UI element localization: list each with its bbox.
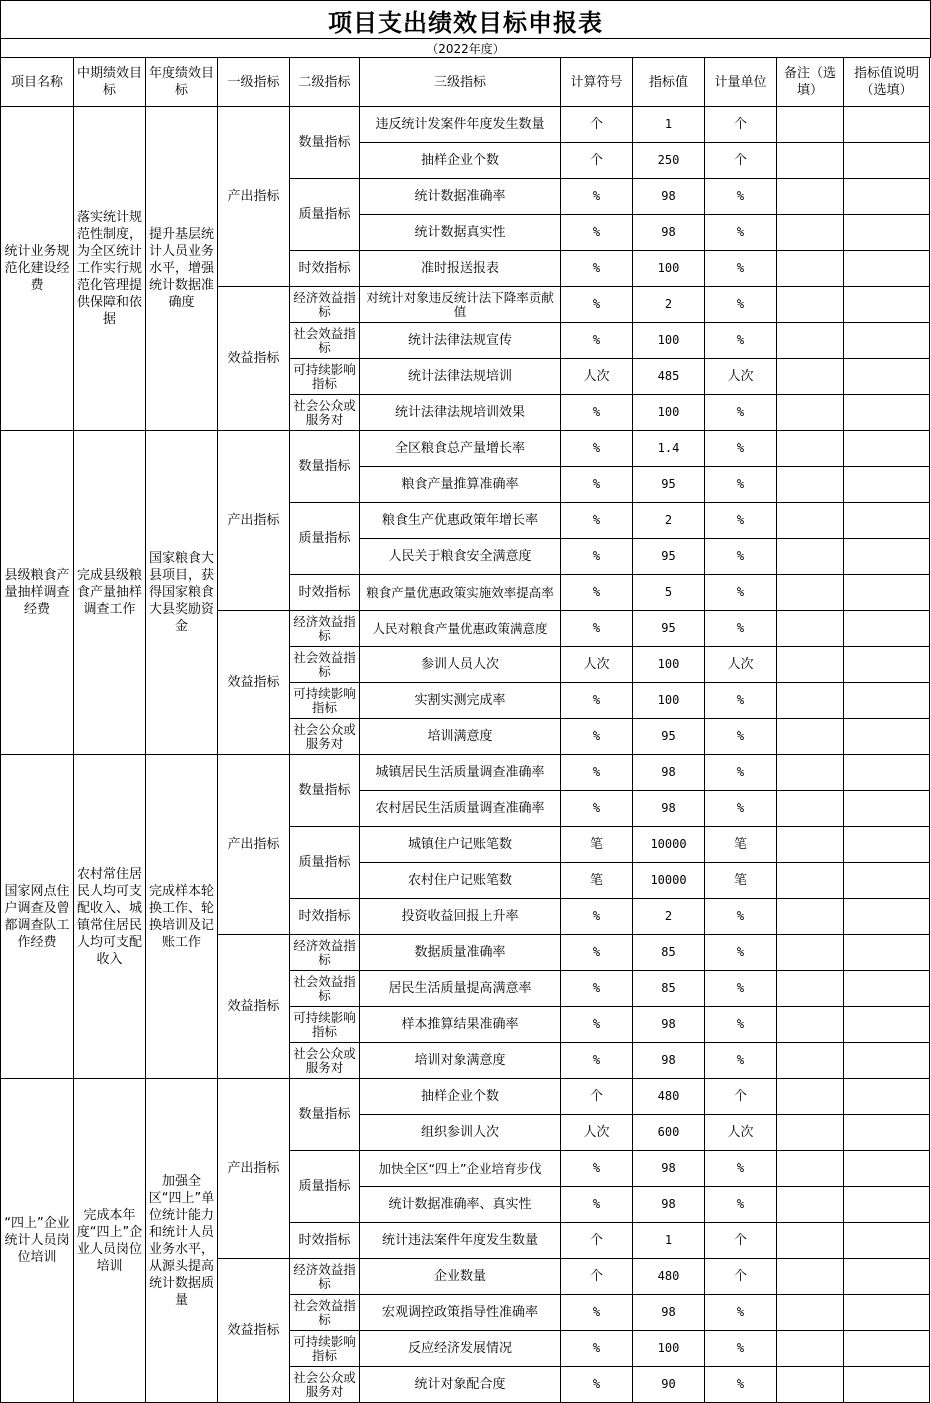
target-value-cell: 98 bbox=[633, 1187, 705, 1223]
level3-cell: 统计数据真实性 bbox=[360, 215, 561, 251]
target-value-cell: 98 bbox=[633, 179, 705, 215]
level3-cell: 培训对象满意度 bbox=[360, 1043, 561, 1079]
level2-cell: 数量指标 bbox=[290, 1079, 360, 1151]
table-row bbox=[1, 755, 930, 791]
explanation-cell bbox=[844, 503, 930, 539]
level1-cell: 效益指标 bbox=[218, 287, 290, 431]
level2-cell: 质量指标 bbox=[290, 827, 360, 899]
level2-cell: 质量指标 bbox=[290, 503, 360, 575]
unit-cell: % bbox=[705, 683, 777, 719]
remark-cell bbox=[777, 1331, 844, 1367]
calc-symbol-cell: % bbox=[561, 1007, 633, 1043]
calc-symbol-cell: % bbox=[561, 1151, 633, 1187]
remark-cell bbox=[777, 1259, 844, 1295]
header-explanation: 指标值说明（选填） bbox=[844, 58, 930, 107]
level3-cell: 抽样企业个数 bbox=[360, 1079, 561, 1115]
table-row bbox=[1, 1079, 930, 1115]
level3-cell: 对统计对象违反统计法下降率贡献值 bbox=[360, 287, 561, 323]
calc-symbol-cell: % bbox=[561, 395, 633, 431]
unit-cell: % bbox=[705, 611, 777, 647]
target-value-cell: 600 bbox=[633, 1115, 705, 1151]
target-value-cell: 95 bbox=[633, 539, 705, 575]
unit-cell: % bbox=[705, 287, 777, 323]
target-value-cell: 85 bbox=[633, 935, 705, 971]
calc-symbol-cell: % bbox=[561, 1187, 633, 1223]
calc-symbol-cell: % bbox=[561, 899, 633, 935]
form-title: 项目支出绩效目标申报表 bbox=[0, 0, 931, 39]
calc-symbol-cell: % bbox=[561, 575, 633, 611]
level2-cell: 可持续影响指标 bbox=[290, 1007, 360, 1043]
calc-symbol-cell: 个 bbox=[561, 1079, 633, 1115]
level2-cell: 时效指标 bbox=[290, 251, 360, 287]
explanation-cell bbox=[844, 1115, 930, 1151]
explanation-cell bbox=[844, 1079, 930, 1115]
target-value-cell: 100 bbox=[633, 251, 705, 287]
explanation-cell bbox=[844, 827, 930, 863]
target-value-cell: 90 bbox=[633, 1367, 705, 1403]
mid-goal-cell: 完成本年度“四上”企业人员岗位培训 bbox=[74, 1079, 146, 1403]
remark-cell bbox=[777, 1367, 844, 1403]
calc-symbol-cell: 个 bbox=[561, 143, 633, 179]
header-annual-goal: 年度绩效目标 bbox=[146, 58, 218, 107]
remark-cell bbox=[777, 1223, 844, 1259]
explanation-cell bbox=[844, 179, 930, 215]
calc-symbol-cell: % bbox=[561, 539, 633, 575]
explanation-cell bbox=[844, 719, 930, 755]
remark-cell bbox=[777, 503, 844, 539]
target-value-cell: 98 bbox=[633, 1007, 705, 1043]
calc-symbol-cell: % bbox=[561, 611, 633, 647]
level2-cell: 时效指标 bbox=[290, 575, 360, 611]
level3-cell: 统计法律法规宣传 bbox=[360, 323, 561, 359]
target-value-cell: 1 bbox=[633, 107, 705, 143]
remark-cell bbox=[777, 179, 844, 215]
explanation-cell bbox=[844, 575, 930, 611]
mid-goal-cell: 农村常住居民人均可支配收入、城镇常住居民人均可支配收入 bbox=[74, 755, 146, 1079]
mid-goal-cell: 完成县级粮食产量抽样调查工作 bbox=[74, 431, 146, 755]
unit-cell: 个 bbox=[705, 1223, 777, 1259]
table-row bbox=[1, 107, 930, 143]
target-value-cell: 1 bbox=[633, 1223, 705, 1259]
calc-symbol-cell: % bbox=[561, 719, 633, 755]
header-level3: 三级指标 bbox=[360, 58, 561, 107]
mid-goal-cell: 落实统计规范性制度，为全区统计工作实行规范化管理提供保障和依据 bbox=[74, 107, 146, 431]
calc-symbol-cell: % bbox=[561, 503, 633, 539]
explanation-cell bbox=[844, 143, 930, 179]
remark-cell bbox=[777, 611, 844, 647]
level3-cell: 参训人员人次 bbox=[360, 647, 561, 683]
header-project-name: 项目名称 bbox=[1, 58, 74, 107]
unit-cell: % bbox=[705, 467, 777, 503]
level3-cell: 抽样企业个数 bbox=[360, 143, 561, 179]
level3-cell: 统计法律法规培训效果 bbox=[360, 395, 561, 431]
remark-cell bbox=[777, 1079, 844, 1115]
header-target-value: 指标值 bbox=[633, 58, 705, 107]
level3-cell: 样本推算结果准确率 bbox=[360, 1007, 561, 1043]
unit-cell: % bbox=[705, 755, 777, 791]
target-value-cell: 98 bbox=[633, 755, 705, 791]
level1-cell: 效益指标 bbox=[218, 935, 290, 1079]
level2-cell: 经济效益指标 bbox=[290, 935, 360, 971]
explanation-cell bbox=[844, 395, 930, 431]
remark-cell bbox=[777, 791, 844, 827]
unit-cell: % bbox=[705, 323, 777, 359]
target-value-cell: 100 bbox=[633, 323, 705, 359]
remark-cell bbox=[777, 1007, 844, 1043]
remark-cell bbox=[777, 863, 844, 899]
explanation-cell bbox=[844, 1223, 930, 1259]
level3-cell: 投资收益回报上升率 bbox=[360, 899, 561, 935]
target-value-cell: 10000 bbox=[633, 863, 705, 899]
header-remark: 备注（选填） bbox=[777, 58, 844, 107]
unit-cell: % bbox=[705, 395, 777, 431]
calc-symbol-cell: % bbox=[561, 1043, 633, 1079]
unit-cell: % bbox=[705, 431, 777, 467]
header-level1: 一级指标 bbox=[218, 58, 290, 107]
explanation-cell bbox=[844, 287, 930, 323]
explanation-cell bbox=[844, 899, 930, 935]
target-value-cell: 100 bbox=[633, 1331, 705, 1367]
unit-cell: % bbox=[705, 935, 777, 971]
remark-cell bbox=[777, 107, 844, 143]
remark-cell bbox=[777, 647, 844, 683]
unit-cell: 个 bbox=[705, 1259, 777, 1295]
level3-cell: 准时报送报表 bbox=[360, 251, 561, 287]
calc-symbol-cell: 个 bbox=[561, 1259, 633, 1295]
table-row bbox=[1, 431, 930, 467]
remark-cell bbox=[777, 287, 844, 323]
calc-symbol-cell: % bbox=[561, 755, 633, 791]
level2-cell: 可持续影响指标 bbox=[290, 1331, 360, 1367]
explanation-cell bbox=[844, 791, 930, 827]
header-calc-symbol: 计算符号 bbox=[561, 58, 633, 107]
level3-cell: 数据质量准确率 bbox=[360, 935, 561, 971]
level3-cell: 人民对粮食产量优惠政策满意度 bbox=[360, 611, 561, 647]
target-value-cell: 250 bbox=[633, 143, 705, 179]
level1-cell: 产出指标 bbox=[218, 1079, 290, 1259]
target-value-cell: 100 bbox=[633, 683, 705, 719]
unit-cell: % bbox=[705, 791, 777, 827]
remark-cell bbox=[777, 683, 844, 719]
target-value-cell: 98 bbox=[633, 1295, 705, 1331]
remark-cell bbox=[777, 971, 844, 1007]
remark-cell bbox=[777, 431, 844, 467]
calc-symbol-cell: % bbox=[561, 467, 633, 503]
unit-cell: 个 bbox=[705, 1079, 777, 1115]
header-row bbox=[1, 58, 930, 107]
level3-cell: 违反统计发案件年度发生数量 bbox=[360, 107, 561, 143]
annual-goal-cell: 完成样本轮换工作、轮换培训及记账工作 bbox=[146, 755, 218, 1079]
explanation-cell bbox=[844, 1007, 930, 1043]
target-value-cell: 480 bbox=[633, 1079, 705, 1115]
annual-goal-cell: 加强全区“四上”单位统计能力和统计人员业务水平，从源头提高统计数据质量 bbox=[146, 1079, 218, 1403]
explanation-cell bbox=[844, 971, 930, 1007]
level2-cell: 经济效益指标 bbox=[290, 1259, 360, 1295]
level2-cell: 社会公众或服务对 bbox=[290, 1043, 360, 1079]
unit-cell: 人次 bbox=[705, 647, 777, 683]
project-name-cell: 国家网点住户调查及曾都调查队工作经费 bbox=[1, 755, 74, 1079]
calc-symbol-cell: 人次 bbox=[561, 359, 633, 395]
unit-cell: % bbox=[705, 539, 777, 575]
target-value-cell: 95 bbox=[633, 719, 705, 755]
unit-cell: % bbox=[705, 899, 777, 935]
goal-table bbox=[0, 57, 930, 1403]
level3-cell: 统计数据准确率 bbox=[360, 179, 561, 215]
target-value-cell: 2 bbox=[633, 899, 705, 935]
calc-symbol-cell: % bbox=[561, 287, 633, 323]
unit-cell: 笔 bbox=[705, 863, 777, 899]
explanation-cell bbox=[844, 1043, 930, 1079]
level3-cell: 粮食产量优惠政策实施效率提高率 bbox=[360, 575, 561, 611]
explanation-cell bbox=[844, 359, 930, 395]
level1-cell: 产出指标 bbox=[218, 107, 290, 287]
calc-symbol-cell: % bbox=[561, 431, 633, 467]
level2-cell: 社会公众或服务对 bbox=[290, 395, 360, 431]
level3-cell: 培训满意度 bbox=[360, 719, 561, 755]
level2-cell: 社会效益指标 bbox=[290, 1295, 360, 1331]
remark-cell bbox=[777, 467, 844, 503]
target-value-cell: 100 bbox=[633, 395, 705, 431]
level3-cell: 企业数量 bbox=[360, 1259, 561, 1295]
remark-cell bbox=[777, 215, 844, 251]
target-value-cell: 98 bbox=[633, 1151, 705, 1187]
header-level2: 二级指标 bbox=[290, 58, 360, 107]
target-value-cell: 5 bbox=[633, 575, 705, 611]
unit-cell: % bbox=[705, 1151, 777, 1187]
project-name-cell: “四上”企业统计人员岗位培训 bbox=[1, 1079, 74, 1403]
calc-symbol-cell: 个 bbox=[561, 1223, 633, 1259]
level3-cell: 粮食生产优惠政策年增长率 bbox=[360, 503, 561, 539]
annual-goal-cell: 国家粮食大县项目，获得国家粮食大县奖励资金 bbox=[146, 431, 218, 755]
calc-symbol-cell: 人次 bbox=[561, 1115, 633, 1151]
explanation-cell bbox=[844, 863, 930, 899]
unit-cell: % bbox=[705, 215, 777, 251]
remark-cell bbox=[777, 1043, 844, 1079]
calc-symbol-cell: % bbox=[561, 251, 633, 287]
remark-cell bbox=[777, 359, 844, 395]
explanation-cell bbox=[844, 251, 930, 287]
level3-cell: 居民生活质量提高满意率 bbox=[360, 971, 561, 1007]
level2-cell: 社会公众或服务对 bbox=[290, 719, 360, 755]
explanation-cell bbox=[844, 1331, 930, 1367]
level3-cell: 城镇居民生活质量调查准确率 bbox=[360, 755, 561, 791]
explanation-cell bbox=[844, 683, 930, 719]
remark-cell bbox=[777, 719, 844, 755]
level3-cell: 农村居民生活质量调查准确率 bbox=[360, 791, 561, 827]
target-value-cell: 95 bbox=[633, 467, 705, 503]
remark-cell bbox=[777, 575, 844, 611]
remark-cell bbox=[777, 899, 844, 935]
explanation-cell bbox=[844, 755, 930, 791]
level3-cell: 统计数据准确率、真实性 bbox=[360, 1187, 561, 1223]
level1-cell: 效益指标 bbox=[218, 1259, 290, 1403]
level2-cell: 社会效益指标 bbox=[290, 647, 360, 683]
remark-cell bbox=[777, 755, 844, 791]
target-value-cell: 98 bbox=[633, 791, 705, 827]
target-value-cell: 485 bbox=[633, 359, 705, 395]
explanation-cell bbox=[844, 467, 930, 503]
calc-symbol-cell: 笔 bbox=[561, 827, 633, 863]
calc-symbol-cell: % bbox=[561, 323, 633, 359]
calc-symbol-cell: % bbox=[561, 683, 633, 719]
unit-cell: % bbox=[705, 251, 777, 287]
level3-cell: 粮食产量推算准确率 bbox=[360, 467, 561, 503]
explanation-cell bbox=[844, 935, 930, 971]
remark-cell bbox=[777, 935, 844, 971]
target-value-cell: 98 bbox=[633, 1043, 705, 1079]
level2-cell: 社会效益指标 bbox=[290, 323, 360, 359]
unit-cell: % bbox=[705, 1367, 777, 1403]
level2-cell: 质量指标 bbox=[290, 179, 360, 251]
project-name-cell: 县级粮食产量抽样调查经费 bbox=[1, 431, 74, 755]
level2-cell: 时效指标 bbox=[290, 1223, 360, 1259]
unit-cell: % bbox=[705, 575, 777, 611]
remark-cell bbox=[777, 1151, 844, 1187]
explanation-cell bbox=[844, 323, 930, 359]
calc-symbol-cell: % bbox=[561, 935, 633, 971]
remark-cell bbox=[777, 143, 844, 179]
explanation-cell bbox=[844, 1151, 930, 1187]
remark-cell bbox=[777, 323, 844, 359]
unit-cell: % bbox=[705, 971, 777, 1007]
level2-cell: 质量指标 bbox=[290, 1151, 360, 1223]
unit-cell: 人次 bbox=[705, 1115, 777, 1151]
calc-symbol-cell: % bbox=[561, 791, 633, 827]
unit-cell: 个 bbox=[705, 143, 777, 179]
target-value-cell: 98 bbox=[633, 215, 705, 251]
explanation-cell bbox=[844, 1259, 930, 1295]
level2-cell: 数量指标 bbox=[290, 431, 360, 503]
level1-cell: 效益指标 bbox=[218, 611, 290, 755]
calc-symbol-cell: % bbox=[561, 179, 633, 215]
level3-cell: 统计法律法规培训 bbox=[360, 359, 561, 395]
calc-symbol-cell: % bbox=[561, 971, 633, 1007]
annual-goal-cell: 提升基层统计人员业务水平，增强统计数据准确度 bbox=[146, 107, 218, 431]
unit-cell: 人次 bbox=[705, 359, 777, 395]
level3-cell: 城镇住户记账笔数 bbox=[360, 827, 561, 863]
level3-cell: 组织参训人次 bbox=[360, 1115, 561, 1151]
header-unit: 计量单位 bbox=[705, 58, 777, 107]
level1-cell: 产出指标 bbox=[218, 755, 290, 935]
level3-cell: 统计对象配合度 bbox=[360, 1367, 561, 1403]
level3-cell: 人民关于粮食安全满意度 bbox=[360, 539, 561, 575]
unit-cell: % bbox=[705, 1331, 777, 1367]
level2-cell: 可持续影响指标 bbox=[290, 683, 360, 719]
unit-cell: % bbox=[705, 503, 777, 539]
table-body bbox=[1, 107, 930, 1403]
unit-cell: % bbox=[705, 1007, 777, 1043]
target-value-cell: 95 bbox=[633, 611, 705, 647]
level2-cell: 数量指标 bbox=[290, 107, 360, 179]
level2-cell: 时效指标 bbox=[290, 899, 360, 935]
remark-cell bbox=[777, 1115, 844, 1151]
unit-cell: % bbox=[705, 1295, 777, 1331]
explanation-cell bbox=[844, 539, 930, 575]
level2-cell: 经济效益指标 bbox=[290, 611, 360, 647]
remark-cell bbox=[777, 1187, 844, 1223]
level3-cell: 统计违法案件年度发生数量 bbox=[360, 1223, 561, 1259]
explanation-cell bbox=[844, 611, 930, 647]
calc-symbol-cell: % bbox=[561, 215, 633, 251]
level2-cell: 社会效益指标 bbox=[290, 971, 360, 1007]
target-value-cell: 85 bbox=[633, 971, 705, 1007]
unit-cell: % bbox=[705, 1043, 777, 1079]
remark-cell bbox=[777, 1295, 844, 1331]
level3-cell: 加快全区“四上”企业培育步伐 bbox=[360, 1151, 561, 1187]
level3-cell: 农村住户记账笔数 bbox=[360, 863, 561, 899]
calc-symbol-cell: 笔 bbox=[561, 863, 633, 899]
unit-cell: 笔 bbox=[705, 827, 777, 863]
explanation-cell bbox=[844, 1367, 930, 1403]
remark-cell bbox=[777, 251, 844, 287]
explanation-cell bbox=[844, 1187, 930, 1223]
remark-cell bbox=[777, 395, 844, 431]
level3-cell: 实割实测完成率 bbox=[360, 683, 561, 719]
level3-cell: 宏观调控政策指导性准确率 bbox=[360, 1295, 561, 1331]
target-value-cell: 10000 bbox=[633, 827, 705, 863]
project-name-cell: 统计业务规范化建设经费 bbox=[1, 107, 74, 431]
level1-cell: 产出指标 bbox=[218, 431, 290, 611]
calc-symbol-cell: 人次 bbox=[561, 647, 633, 683]
unit-cell: % bbox=[705, 179, 777, 215]
unit-cell: % bbox=[705, 1187, 777, 1223]
explanation-cell bbox=[844, 1295, 930, 1331]
explanation-cell bbox=[844, 647, 930, 683]
unit-cell: 个 bbox=[705, 107, 777, 143]
remark-cell bbox=[777, 827, 844, 863]
calc-symbol-cell: % bbox=[561, 1295, 633, 1331]
target-value-cell: 2 bbox=[633, 503, 705, 539]
explanation-cell bbox=[844, 107, 930, 143]
level2-cell: 数量指标 bbox=[290, 755, 360, 827]
level2-cell: 可持续影响指标 bbox=[290, 359, 360, 395]
target-value-cell: 1.4 bbox=[633, 431, 705, 467]
target-value-cell: 100 bbox=[633, 647, 705, 683]
calc-symbol-cell: % bbox=[561, 1367, 633, 1403]
explanation-cell bbox=[844, 431, 930, 467]
year-label: （2022年度） bbox=[0, 38, 931, 58]
level3-cell: 全区粮食总产量增长率 bbox=[360, 431, 561, 467]
unit-cell: % bbox=[705, 719, 777, 755]
target-value-cell: 2 bbox=[633, 287, 705, 323]
level2-cell: 社会公众或服务对 bbox=[290, 1367, 360, 1403]
header-mid-goal: 中期绩效目标 bbox=[74, 58, 146, 107]
calc-symbol-cell: % bbox=[561, 1331, 633, 1367]
level3-cell: 反应经济发展情况 bbox=[360, 1331, 561, 1367]
remark-cell bbox=[777, 539, 844, 575]
target-value-cell: 480 bbox=[633, 1259, 705, 1295]
level2-cell: 经济效益指标 bbox=[290, 287, 360, 323]
calc-symbol-cell: 个 bbox=[561, 107, 633, 143]
explanation-cell bbox=[844, 215, 930, 251]
